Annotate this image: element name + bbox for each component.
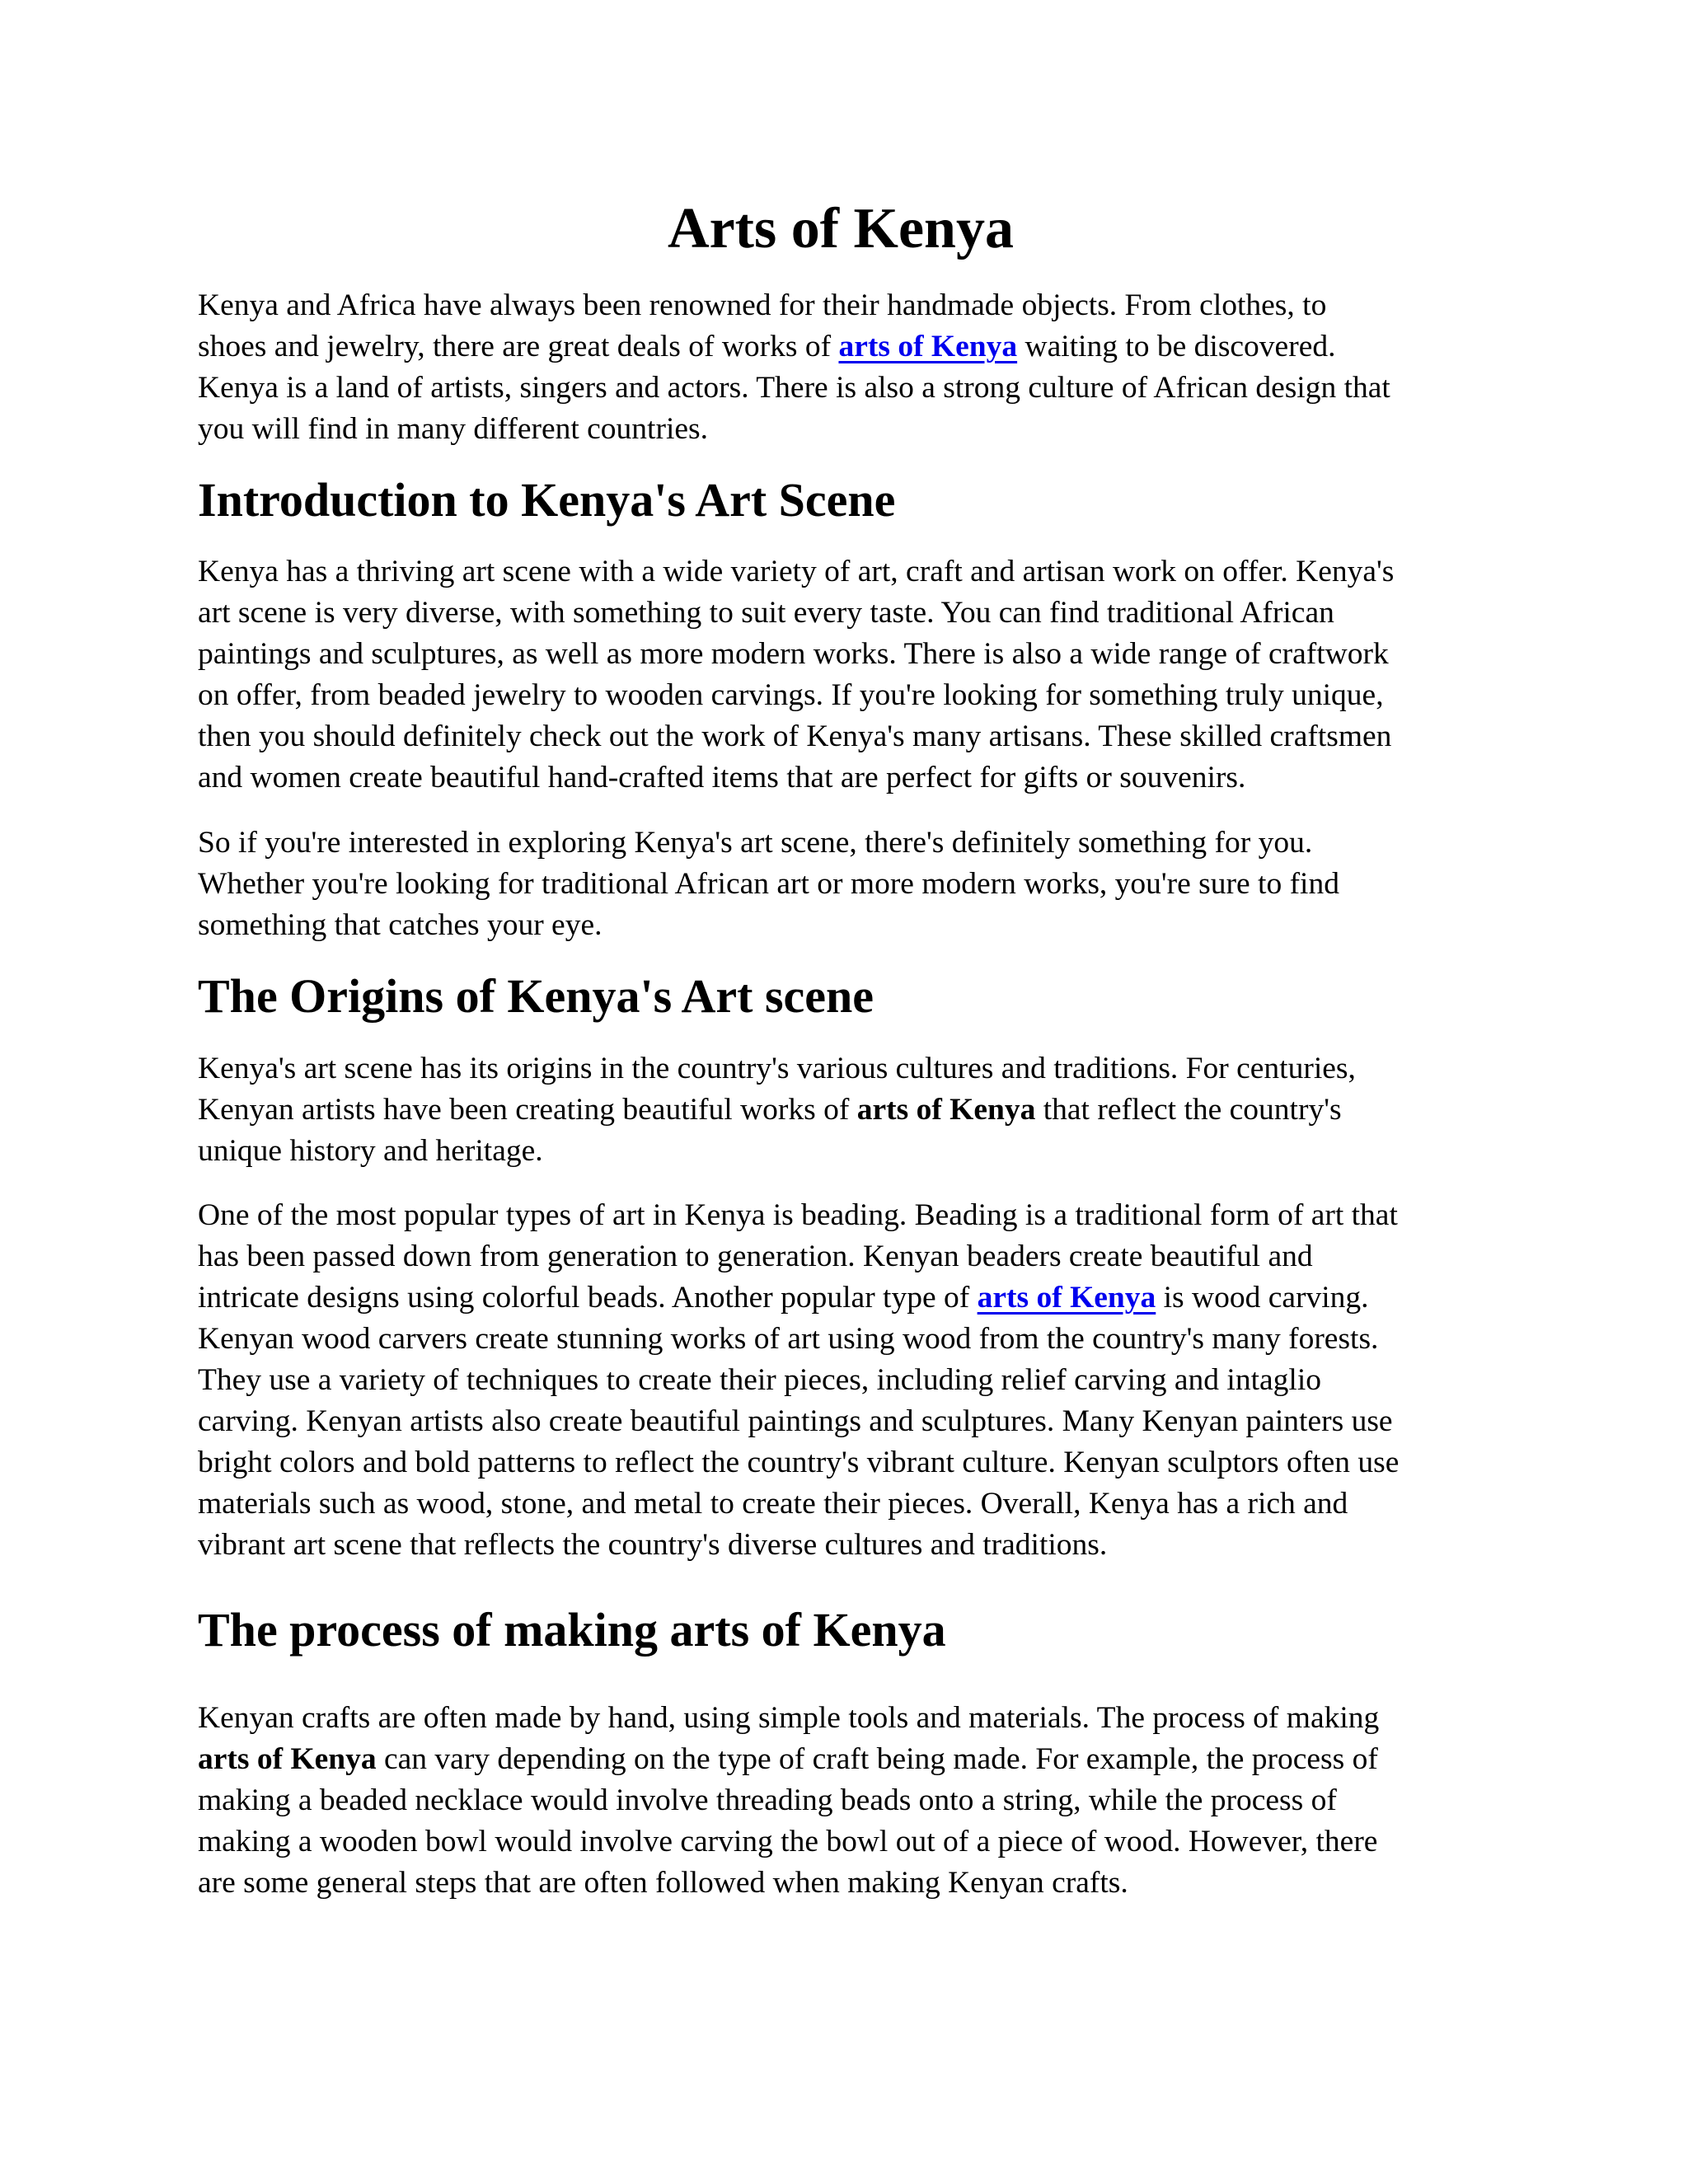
document-title: Arts of Kenya — [668, 197, 1014, 260]
text-line: Kenyan crafts are often made by hand, using simple tools and materials. The process of making — [198, 1701, 1380, 1735]
text-line: and women create beautiful hand-crafted items that are perfect for gifts or souvenirs. — [198, 761, 1246, 794]
text-run: can vary depending on the type of craft being made. For example, the process of — [376, 1742, 1378, 1776]
text-run: intricate designs using colorful beads. Another popular type of — [198, 1281, 978, 1315]
text-line: making a wooden bowl would involve carving the bowl out of a piece of wood. However, there — [198, 1825, 1378, 1858]
text-line — [198, 1739, 1484, 1780]
text-line: on offer, from beaded jewelry to wooden carvings. If you're looking for something truly unique, — [198, 678, 1384, 712]
text-run: waiting to be discovered. — [1017, 330, 1336, 363]
text-line: One of the most popular types of art in Kenya is beading. Beading is a traditional form of art that — [198, 1198, 1398, 1232]
text-run: Kenyan artists have been creating beautiful works of — [198, 1093, 857, 1127]
text-line: They use a variety of techniques to create their pieces, including relief carving and intaglio — [198, 1363, 1322, 1397]
intro-paragraph — [198, 285, 1484, 450]
text-line: has been passed down from generation to generation. Kenyan beaders create beautiful and — [198, 1240, 1313, 1273]
text-line: unique history and heritage. — [198, 1134, 543, 1168]
origins-paragraph-1 — [198, 1048, 1484, 1172]
arts-of-kenya-link[interactable]: arts of Kenya — [838, 330, 1018, 363]
text-line: Kenyan wood carvers create stunning works of art using wood from the country's many forests. — [198, 1322, 1379, 1356]
text-line: you will find in many different countries. — [198, 412, 708, 446]
text-line: Whether you're looking for traditional African art or more modern works, you're sure to find — [198, 867, 1339, 901]
text-line: So if you're interested in exploring Kenya's art scene, there's definitely something for you. — [198, 826, 1313, 860]
text-line — [198, 326, 1484, 368]
section-heading-process: The process of making arts of Kenya — [198, 1603, 946, 1657]
text-line — [198, 1277, 1484, 1319]
text-line: bright colors and bold patterns to reflect the country's vibrant culture. Kenyan sculptors often use — [198, 1446, 1400, 1479]
text-line: something that catches your eye. — [198, 908, 603, 942]
text-line — [198, 1090, 1484, 1131]
text-line: Kenya's art scene has its origins in the country's various cultures and traditions. For centuries, — [198, 1052, 1356, 1085]
text-line: materials such as wood, stone, and metal to create their pieces. Overall, Kenya has a rich and — [198, 1487, 1348, 1521]
text-line: vibrant art scene that reflects the country's diverse cultures and traditions. — [198, 1528, 1108, 1562]
section-heading-origins: The Origins of Kenya's Art scene — [198, 969, 874, 1023]
text-line: paintings and sculptures, as well as more modern works. There is also a wide range of craftwork — [198, 637, 1389, 671]
arts-of-kenya-link[interactable]: arts of Kenya — [977, 1281, 1156, 1315]
origins-paragraph-2 — [198, 1195, 1484, 1566]
section-heading-introduction: Introduction to Kenya's Art Scene — [198, 473, 896, 527]
process-paragraph-1 — [198, 1698, 1484, 1904]
text-run: is wood carving. — [1156, 1281, 1369, 1315]
text-line: then you should definitely check out the work of Kenya's many artisans. These skilled craftsmen — [198, 719, 1392, 753]
text-line: making a beaded necklace would involve threading beads onto a string, while the process of — [198, 1783, 1337, 1817]
arts-of-kenya-bold: arts of Kenya — [856, 1093, 1036, 1127]
text-line: Kenya is a land of artists, singers and actors. There is also a strong culture of African design that — [198, 371, 1390, 405]
introduction-paragraph-2 — [198, 823, 1484, 946]
text-line: carving. Kenyan artists also create beautiful paintings and sculptures. Many Kenyan painters use — [198, 1404, 1393, 1438]
text-run: shoes and jewelry, there are great deals of works of — [198, 330, 839, 363]
text-line: art scene is very diverse, with something to suit every taste. You can find traditional African — [198, 596, 1334, 630]
text-line: Kenya has a thriving art scene with a wide variety of art, craft and artisan work on offer. Kenya's — [198, 555, 1395, 588]
text-run: that reflect the country's — [1035, 1093, 1342, 1127]
text-line: Kenya and Africa have always been renowned for their handmade objects. From clothes, to — [198, 288, 1327, 322]
arts-of-kenya-bold: arts of Kenya — [198, 1742, 377, 1776]
introduction-paragraph-1 — [198, 551, 1484, 799]
text-line: are some general steps that are often followed when making Kenyan crafts. — [198, 1866, 1128, 1900]
